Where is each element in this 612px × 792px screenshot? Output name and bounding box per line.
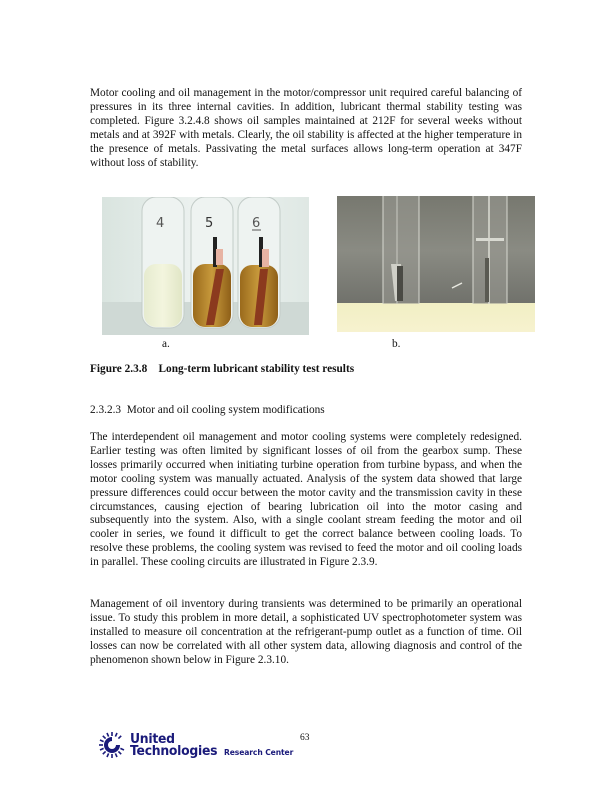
- tube-label-4: 4: [156, 216, 165, 231]
- figure-panel-b-label: b.: [392, 338, 401, 350]
- sunburst-logo-icon: [98, 731, 126, 759]
- united-technologies-logo: [98, 731, 225, 759]
- page-number: 63: [300, 733, 310, 743]
- photo-oil-samples-tubes: [102, 197, 309, 335]
- figure-caption: Figure 2.3.8 Long-term lubricant stability test results: [90, 363, 355, 375]
- logo-line-united: United: [130, 731, 175, 747]
- research-center-label: Research Center: [224, 748, 294, 757]
- tube-label-5: 5: [205, 216, 214, 231]
- body-paragraph-oil-inventory: Management of oil inventory during transients was determined to be primarily an operational issue. To study this problem in more detail, a sophisticated UV spectrophotometer system was installed to measure oil concentration at the refrigerant-pump outlet as a function of time. Oil losses can now be correlated with all other system data, allowing diagnosis and control of the phenomenon shown below in Figure 2.3.10.: [90, 598, 522, 666]
- tube-label-6: 6: [252, 216, 261, 231]
- logo-line-technologies: Technologies: [130, 743, 218, 759]
- body-paragraph-cooling-redesign: The interdependent oil management and motor cooling systems were completely redesigned. Earlier testing was often limited by significant losses of oil from the gearbox sump. These losses primarily occurred when initiating turbine operation from turbine bypass, and when the motor cooling system was manually actuated. Analysis of the system data showed that large pressure differences could occur between the motor cavity and the transmission cavity in these circumstances, causing ejection of bearing lubrication oil into the motor casing and subsequently into the system. Also, with a single coolant stream feeding the motor and oil cooler in series, we found it difficult to get the correct balance between cooling loads. To resolve these problems, the cooling system was revised to feed the motor and oil cooling loads in parallel. These cooling circuits are illustrated in Figure 2.3.9.: [90, 431, 522, 569]
- photo-tubes-closeup: [337, 196, 535, 332]
- intro-paragraph: Motor cooling and oil management in the motor/compressor unit required careful balancing of pressures in its three internal cavities. In addition, lubricant thermal stability testing was completed. Figure 3.2.4.8 shows oil samples maintained at 212F for several weeks without metals and at 392F with metals. Clearly, the oil stability is affected at the higher temperature in the presence of metals. Passivating the metal surfaces allows long-term operation at 347F without loss of stability.: [90, 87, 522, 169]
- section-heading: 2.3.2.3 Motor and oil cooling system modifications: [90, 404, 325, 416]
- figure-panel-a-label: a.: [162, 338, 170, 350]
